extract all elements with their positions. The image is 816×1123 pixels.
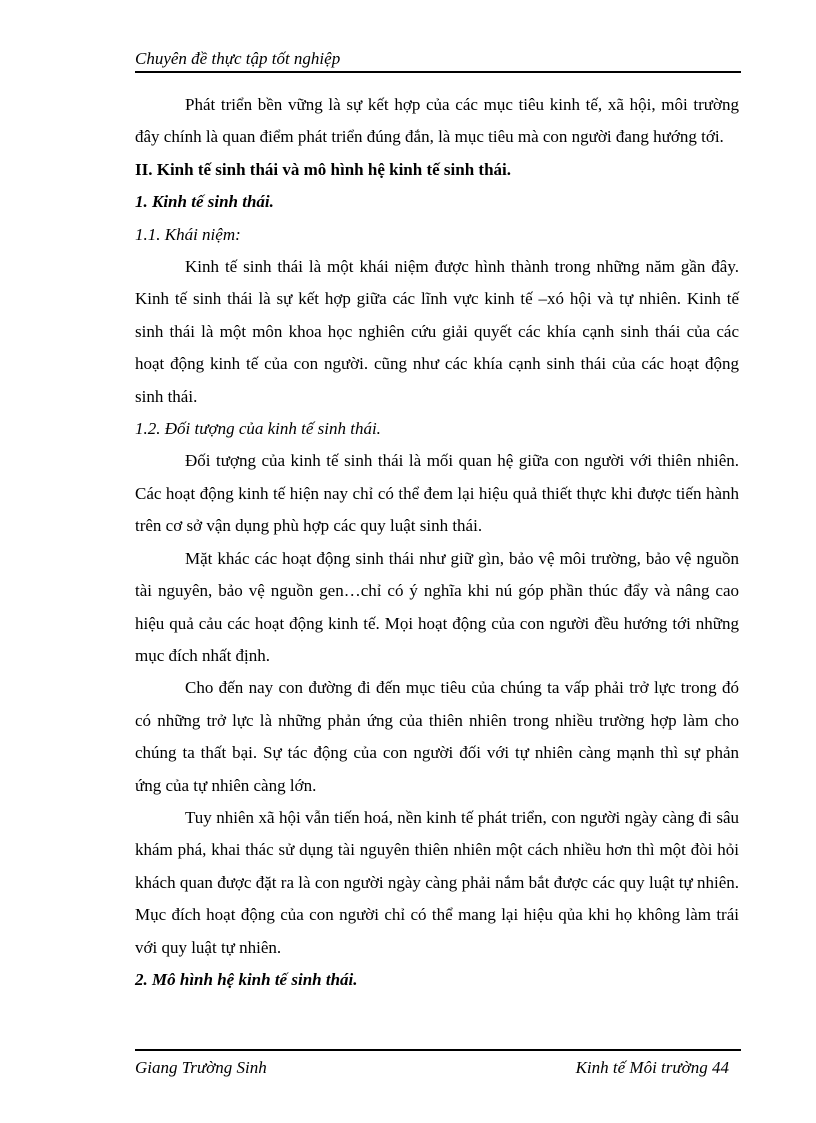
header-title: Chuyên đề thực tập tốt nghiệp <box>135 49 341 68</box>
page-header <box>135 48 741 73</box>
paragraph-object-3: Cho đến nay con đường đi đến mục tiêu của chúng ta vấp phải trở lực trong đó có những trở lực là những phản ứng của thiên nhiên trong nhiều trường hợp làm cho chúng ta thất bại. Sự tác động của con người đối với tự nhiên càng mạnh thì sự phản ứng của tự nhiên càng lớn. <box>135 678 739 795</box>
paragraph-object-4: Tuy nhiên xã hội vẫn tiến hoá, nền kinh tế phát triển, con người ngày càng đi sâu khám phá, khai thác sử dụng tài nguyên thiên nhiên một cách nhiều hơn thì một đòi hỏi khách quan được đặt ra là con người ngày càng phải nắm bắt được các quy luật tự nhiên. Mục đích hoạt động của con người chỉ có thể mang lại hiệu qủa khi họ không làm trái với quy luật tự nhiên. <box>135 807 739 957</box>
paragraph-object-1: Đối tượng của kinh tế sinh thái là mối quan hệ giữa con người với thiên nhiên. Các hoạt động kinh tế hiện nay chỉ có thể đem lại hiệu quả thiết thực khi được tiến hành trên cơ sở vận dụng phù hợp các quy luật sinh thái. <box>135 451 739 536</box>
heading-object: 1.2. Đối tượng của kinh tế sinh thái. <box>135 419 381 439</box>
heading-economic-ecology: 1. Kinh tế sinh thái. <box>135 192 274 212</box>
paragraph-object-2: Mặt khác các hoạt động sinh thái như giữ gìn, bảo vệ môi trường, bảo vệ nguồn tài nguyên, bảo vệ nguồn gen…chỉ có ý nghĩa khi nú góp phần thúc đẩy và nâng cao hiệu quả cảu các hoạt động kinh tế. Mọi hoạt động của con người đều hướng tới những mục đích nhất định. <box>135 548 739 665</box>
document-body <box>135 89 739 996</box>
section-heading-2: II. Kinh tế sinh thái và mô hình hệ kinh tế sinh thái. <box>135 159 512 179</box>
heading-model: 2. Mô hình hệ kinh tế sinh thái. <box>135 969 358 989</box>
page-footer <box>135 1049 741 1079</box>
footer-author: Giang Trường Sinh <box>135 1058 267 1077</box>
paragraph-intro: Phát triển bền vững là sự kết hợp của các mục tiêu kinh tế, xã hội, môi trường đây chính là quan điểm phát triển đúng đắn, là mục tiêu mà con người đang hướng tới. <box>135 95 739 147</box>
heading-concept: 1.1. Khái niệm: <box>135 224 241 244</box>
footer-class: Kinh tế Môi trường 44 <box>575 1058 729 1077</box>
paragraph-concept: Kinh tế sinh thái là một khái niệm được hình thành trong những năm gần đây. Kinh tế sinh thái là sự kết hợp giữa các lĩnh vực kinh tế –xó hội và tự nhiên. Kinh tế sinh thái là một môn khoa học nghiên cứu giải quyết các khía cạnh sinh thái của các hoạt động kinh tế của con người. cũng như các khía cạnh sinh thái của các hoạt động sinh thái. <box>135 257 739 406</box>
